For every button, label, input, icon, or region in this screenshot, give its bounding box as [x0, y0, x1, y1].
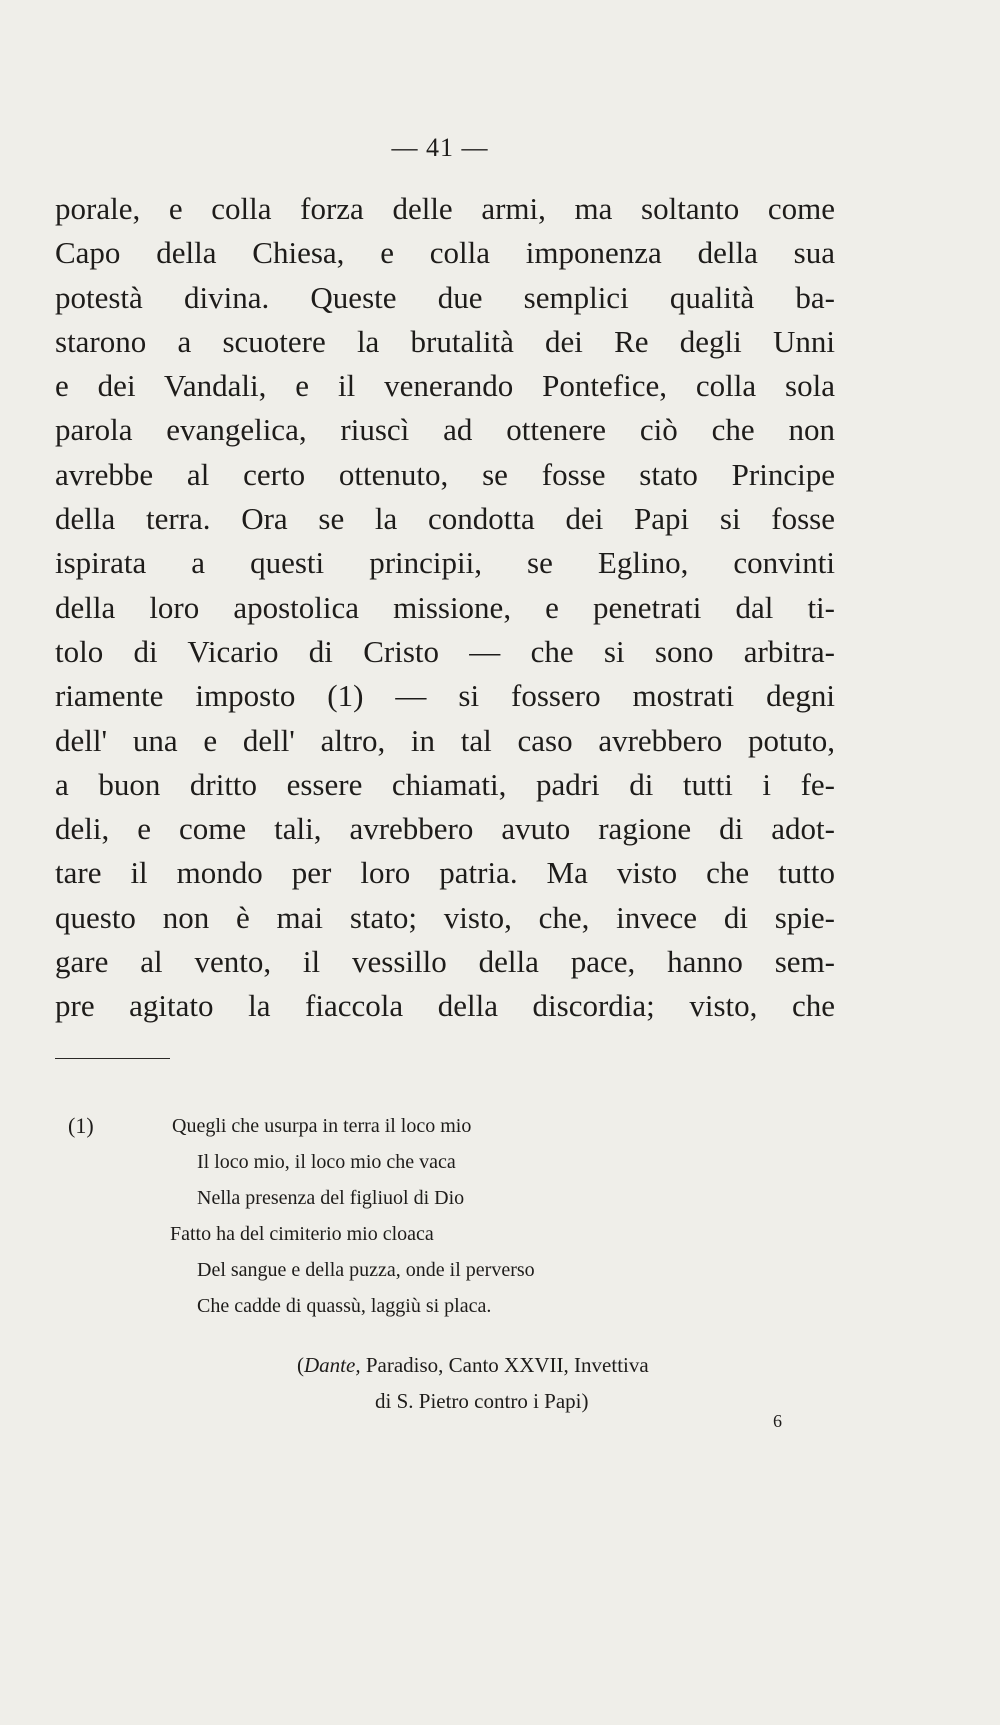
body-line: questo non è mai stato; visto, che, invece di spie- — [55, 899, 835, 935]
footnote-marker: (1) — [68, 1113, 94, 1138]
footnote-separator — [55, 1058, 170, 1059]
body-line: e dei Vandali, e il venerando Pontefice, colla sola — [55, 368, 835, 404]
body-line: a buon dritto essere chiamati, padri di tutti i fe- — [55, 766, 835, 802]
footnote-verse: Fatto ha del cimiterio mio cloaca — [170, 1223, 434, 1245]
citation-open: ( — [297, 1353, 304, 1377]
footnote-citation-line2: di S. Pietro contro i Papi) — [375, 1389, 589, 1413]
body-line: porale, e colla forza delle armi, ma soltanto come — [55, 191, 835, 226]
body-line: riamente imposto (1) — si fossero mostrati degni — [55, 678, 835, 714]
body-line: della terra. Ora se la condotta dei Papi si fosse — [55, 501, 835, 537]
body-line: tolo di Vicario di Cristo — che si sono arbitra- — [55, 633, 835, 669]
body-line: potestà divina. Queste due semplici qualità ba- — [55, 279, 835, 315]
signature-mark: 6 — [773, 1411, 782, 1431]
footnote-verse: Del sangue e della puzza, onde il perverso — [197, 1259, 535, 1281]
body-line: Capo della Chiesa, e colla imponenza della sua — [55, 235, 835, 271]
body-line: pre agitato la fiaccola della discordia; visto, che — [55, 988, 835, 1024]
footnote-citation — [297, 1349, 649, 1381]
body-line: gare al vento, il vessillo della pace, hanno sem- — [55, 944, 835, 980]
body-line: avrebbe al certo ottenuto, se fosse stato Principe — [55, 456, 835, 492]
body-line: della loro apostolica missione, e penetrati dal ti- — [55, 589, 835, 625]
citation-author: Dante, — [304, 1353, 361, 1377]
footnote-verse: Il loco mio, il loco mio che vaca — [197, 1151, 456, 1173]
body-line: ispirata a questi principii, se Eglino, convinti — [55, 545, 835, 581]
body-line: starono a scuotere la brutalità dei Re degli Unni — [55, 323, 835, 359]
body-text — [55, 187, 835, 1029]
footnote-verse: Nella presenza del figliuol di Dio — [197, 1187, 465, 1209]
citation-rest: Paradiso, Canto XXVII, Invettiva — [360, 1353, 649, 1377]
body-line: dell' una e dell' altro, in tal caso avrebbero potuto, — [55, 722, 835, 758]
footnote-verse: Che cadde di quassù, laggiù si placa. — [197, 1295, 492, 1317]
page-number: — 41 — — [391, 133, 489, 162]
body-line: deli, e come tali, avrebbero avuto ragione di adot- — [55, 811, 835, 847]
body-line: tare il mondo per loro patria. Ma visto che tutto — [55, 855, 835, 891]
footnote-verse: Quegli che usurpa in terra il loco mio — [172, 1115, 472, 1137]
body-line: parola evangelica, riuscì ad ottenere ciò che non — [55, 412, 835, 448]
